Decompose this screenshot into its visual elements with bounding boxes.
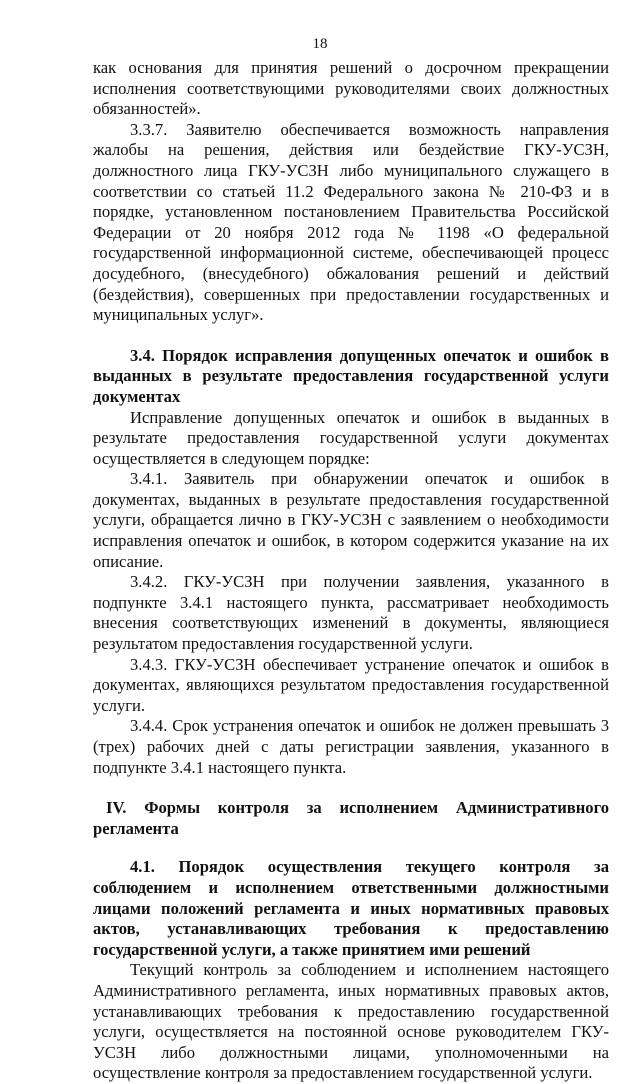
paragraph-4-1-text: Текущий контроль за соблюдением и исполнением настоящего Административного регламента, иных нормативных правовых актов, устанавливающих требования к предоставлению государственной услуги, осуществляется на постоянной основе руководителем ГКУ-УСЗН либо должностными лицами, уполномоченными на осуществление контроля за предоставлением государственной услуги. (93, 960, 609, 1083)
section-heading-3-4: 3.4. Порядок исправления допущенных опечаток и ошибок в выданных в результате предоставления государственной услуги документах (93, 345, 609, 406)
page-number: 18 (312, 36, 328, 52)
chapter-heading-iv: IV. Формы контроля за исполнением Административного регламента (93, 798, 609, 838)
document-body (93, 58, 609, 1084)
section-heading-4-1: 4.1. Порядок осуществления текущего контроля за соблюдением и исполнением ответственными должностными лицами положений регламента и иных нормативных правовых актов, устанавливающих требования к предоставлению государственной услуги, а также принятием ими решений (93, 857, 609, 959)
paragraph-continuation: как основания для принятия решений о досрочном прекращении исполнения соответствующими руководителями своих должностных обязанностей». (93, 58, 609, 119)
paragraph-3-4-2: 3.4.2. ГКУ-УСЗН при получении заявления, указанного в подпункте 3.4.1 настоящего пункта, рассматривает необходимость внесения соответствующих изменений в документы, являющиеся результатом предоставления государственной услуги. (93, 572, 609, 654)
paragraph-3-4-4: 3.4.4. Срок устранения опечаток и ошибок не должен превышать 3 (трех) рабочих дней с даты регистрации заявления, указанного в подпункте 3.4.1 настоящего пункта. (93, 716, 609, 777)
paragraph-3-3-7: 3.3.7. Заявителю обеспечивается возможность направления жалобы на решения, действия или бездействие ГКУ-УСЗН, должностного лица ГКУ-УСЗН либо муниципального служащего в соответствии со статьей 11.2 Федерального закона № 210-ФЗ и в порядке, установленном постановлением Правительства Российской Федерации от 20 ноября 2012 года № 1198 «О федеральной государственной информационной системе, обеспечивающей процесс досудебного, (внесудебного) обжалования решений и действий (бездействия), совершенных при предоставлении государственных и муниципальных услуг». (93, 119, 609, 325)
paragraph-3-4-intro: Исправление допущенных опечаток и ошибок в выданных в результате предоставления государственной услуги документах осуществляется в следующем порядке: (93, 407, 609, 468)
paragraph-3-4-1: 3.4.1. Заявитель при обнаружении опечаток и ошибок в документах, выданных в результате предоставления государственной услуги, обращается лично в ГКУ-УСЗН с заявлением о необходимости исправления опечаток и ошибок, в котором содержится указание на их описание. (93, 469, 609, 571)
paragraph-3-4-3: 3.4.3. ГКУ-УСЗН обеспечивает устранение опечаток и ошибок в документах, являющихся результатом предоставления государственной услуги. (93, 654, 609, 715)
